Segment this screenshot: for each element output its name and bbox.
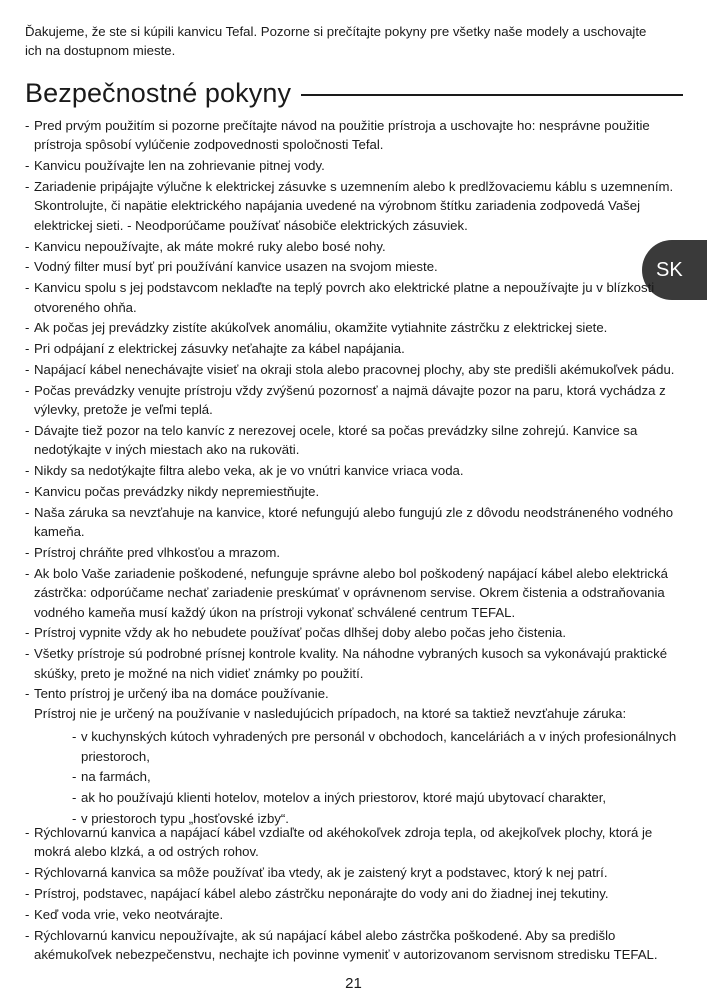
safety-item: - Naša záruka sa nevzťahuje na kanvice, ktoré nefungujú alebo fungujú zle z dôvodu neodstráneného vodného kameňa. bbox=[25, 503, 685, 542]
heading-rule bbox=[301, 94, 683, 96]
safety-item: - Prístroj, podstavec, napájací kábel alebo zástrčku neponárajte do vody ani do žiadnej inej tekutiny. bbox=[25, 884, 685, 903]
language-code: SK bbox=[656, 258, 683, 281]
exclusions-intro: Prístroj nie je určený na používanie v nasledujúcich prípadoch, na ktoré sa taktiež nevzťahuje záruka: bbox=[34, 705, 627, 721]
safety-item: - Rýchlovarná kanvica sa môže používať iba vtedy, ak je zaistený kryt a podstavec, ktorý k nej patrí. bbox=[25, 863, 685, 882]
safety-item: - Prístroj vypnite vždy ak ho nebudete používať počas dlhšej doby alebo počas jeho čistenia. bbox=[25, 623, 685, 642]
exclusion-item: - v priestoroch typu „hosťovské izby“. bbox=[72, 809, 685, 828]
safety-item: - Nikdy sa nedotýkajte filtra alebo veka, ak je vo vnútri kanvice vriaca voda. bbox=[25, 461, 685, 480]
safety-item: - Kanvicu spolu s jej podstavcom neklaďte na teplý povrch ako elektrické platne a nepoužívajte ju v blízkosti otvoreného ohňa. bbox=[25, 278, 685, 317]
intro-paragraph: Ďakujeme, že ste si kúpili kanvicu Tefal. Pozorne si prečítajte pokyny pre všetky naše modely a uschovajte ich na dostupnom mieste. bbox=[25, 24, 647, 58]
safety-list bbox=[25, 116, 685, 830]
safety-item: - Rýchlovarnú kanvicu nepoužívajte, ak sú napájací kábel alebo zástrčka poškodené. Aby sa predišlo akémukoľvek nebezpečenstvu, nechajte ich povinne vymeniť v autorizovanom servisnom stredisku TEFAL. bbox=[25, 926, 685, 965]
domestic-use-item bbox=[25, 684, 685, 828]
safety-item: - Keď voda vrie, veko neotvárajte. bbox=[25, 905, 685, 924]
exclusion-item: - v kuchynských kútoch vyhradených pre personál v obchodoch, kanceláriách a v iných profesionálnych priestoroch, bbox=[72, 727, 685, 766]
safety-item: - Ak bolo Vaše zariadenie poškodené, nefunguje správne alebo bol poškodený napájací kábel alebo elektrická zástrčka: odporúčame nechať zariadenie preskúmať v oprávnenom servise. Okrem čistenia a odstraňovania vodného kameňa musí každý úkon na prístroji vykonať schválené centrum TEFAL. bbox=[25, 564, 685, 622]
safety-item: - Prístroj chráňte pred vlhkosťou a mrazom. bbox=[25, 543, 685, 562]
safety-item: - Počas prevádzky venujte prístroju vždy zvýšenú pozornosť a najmä dávajte pozor na paru, ktorá vychádza z výlevky, pretože je veľmi teplá. bbox=[25, 381, 685, 420]
section-title: Bezpečnostné pokyny bbox=[25, 77, 292, 108]
exclusion-item: - na farmách, bbox=[72, 767, 685, 786]
safety-item: - Dávajte tiež pozor na telo kanvíc z nerezovej ocele, ktoré sa počas prevádzky silne zohrejú. Kanvice sa nedotýkajte v iných miestach ako na rukoväti. bbox=[25, 421, 685, 460]
safety-item: - Zariadenie pripájajte výlučne k elektrickej zásuvke s uzemnením alebo k predlžovaciemu káblu s uzemnením. Skontrolujte, či napätie elektrického napájania uvedené na výrobnom štítku zariadenia zodpovedá Vašej elektrickej sieti. - Neodporúčame používať násobiče elektrických zásuviek. bbox=[25, 177, 685, 235]
safety-item: - Kanvicu nepoužívajte, ak máte mokré ruky alebo bosé nohy. bbox=[25, 237, 685, 256]
safety-item: - Ak počas jej prevádzky zistíte akúkoľvek anomáliu, okamžite vytiahnite zástrčku z elektrickej siete. bbox=[25, 318, 685, 337]
safety-item: - Všetky prístroje sú podrobné prísnej kontrole kvality. Na náhodne vybraných kusoch sa vykonávajú praktické skúšky, preto je možné na nich vidieť známky po použití. bbox=[25, 644, 685, 683]
safety-item: - Pri odpájaní z elektrickej zásuvky neťahajte za kábel napájania. bbox=[25, 339, 685, 358]
safety-item: - Kanvicu počas prevádzky nikdy nepremiestňujte. bbox=[25, 482, 685, 501]
domestic-use-line: - Tento prístroj je určený iba na domáce používanie. bbox=[34, 686, 329, 702]
exclusions-list bbox=[34, 727, 685, 828]
safety-item: - Napájací kábel nenechávajte visieť na okraji stola alebo pracovnej plochy, aby ste predišli akémukoľvek pádu. bbox=[25, 360, 685, 379]
safety-list-continued bbox=[25, 823, 685, 966]
safety-item: - Vodný filter musí byť pri používání kanvice usazen na svojom mieste. bbox=[25, 257, 685, 276]
exclusion-item: - ak ho používajú klienti hotelov, motelov a iných priestorov, ktoré majú ubytovací charakter, bbox=[72, 788, 685, 807]
safety-item: - Rýchlovarnú kanvica a napájací kábel vzdiaľte od akéhokoľvek zdroja tepla, od akejkoľvek plochy, ktorá je mokrá alebo klzká, a od ostrých rohov. bbox=[25, 823, 685, 862]
page-number: 21 bbox=[345, 975, 362, 992]
section-heading bbox=[25, 74, 683, 112]
safety-item: - Pred prvým použitím si pozorne prečítajte návod na použitie prístroja a uschovajte ho: nesprávne použitie prístroja spôsobí vylúčenie zodpovednosti spoločnosti Tefal. bbox=[25, 116, 685, 155]
safety-item: - Kanvicu používajte len na zohrievanie pitnej vody. bbox=[25, 156, 685, 175]
